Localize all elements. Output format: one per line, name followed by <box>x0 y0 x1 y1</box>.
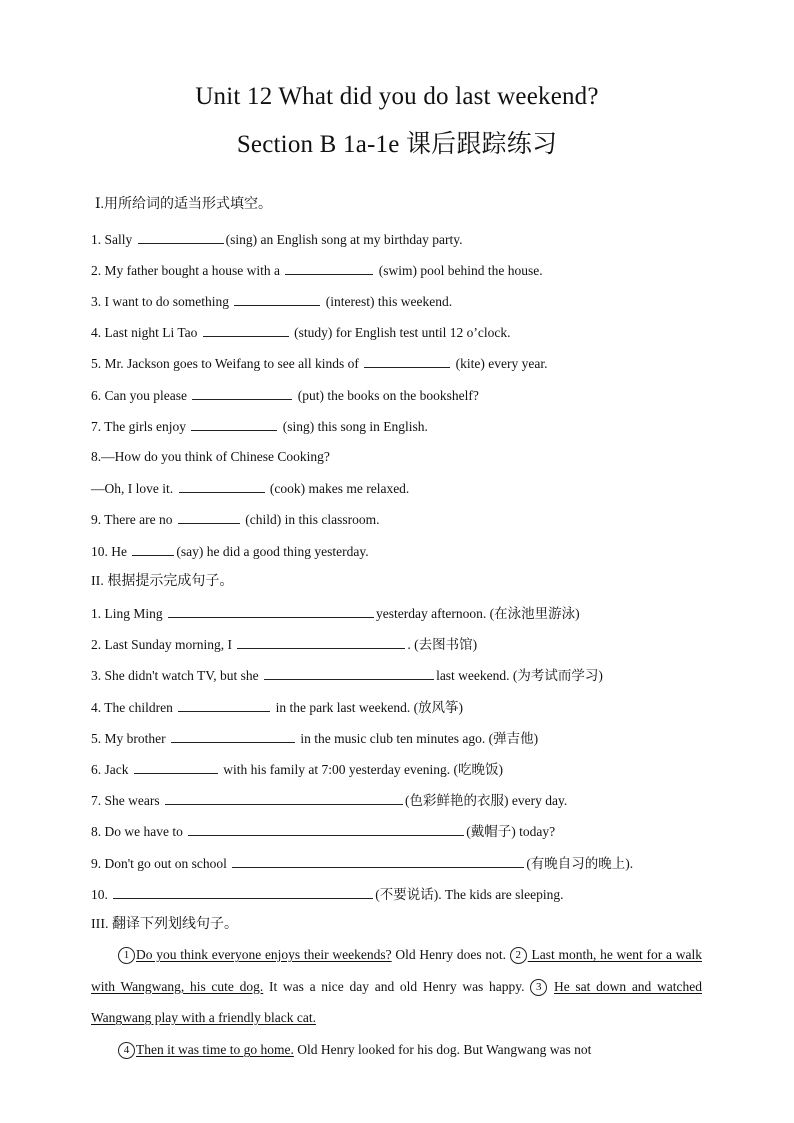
answer-blank[interactable] <box>191 417 277 431</box>
answer-blank[interactable] <box>134 760 218 774</box>
exercise-1-3: 3. I want to do something (interest) this weekend. <box>91 294 453 309</box>
section-1-heading: Ⅰ.用所给词的适当形式填空。 <box>95 197 273 212</box>
exercise-2-1: 1. Ling Ming yesterday afternoon. (在泳池里游泳) <box>91 606 580 621</box>
page-title: Unit 12 What did you do last weekend? <box>195 83 599 110</box>
exercise-1-1: 1. Sally (sing) an English song at my birthday party. <box>91 232 463 247</box>
exercise-2-2: 2. Last Sunday morning, I . (去图书馆) <box>91 637 478 652</box>
exercise-2-4: 4. The children in the park last weekend. (放风筝) <box>91 700 464 715</box>
exercise-2-10: 10. (不要说话). The kids are sleeping. <box>91 887 564 902</box>
answer-blank[interactable] <box>168 604 374 618</box>
exercise-1-4: 4. Last night Li Tao (study) for English test until 12 o’clock. <box>91 325 511 340</box>
answer-blank[interactable] <box>192 386 292 400</box>
exercise-1-6: 6. Can you please (put) the books on the bookshelf? <box>91 388 479 403</box>
exercise-1-7: 7. The girls enjoy (sing) this song in English. <box>91 419 428 434</box>
answer-blank[interactable] <box>179 479 265 493</box>
exercise-2-7: 7. She wears (色彩鲜艳的衣服) every day. <box>91 793 568 808</box>
exercise-1-10: 10. He (say) he did a good thing yesterday. <box>91 544 369 559</box>
answer-blank[interactable] <box>178 510 240 524</box>
exercise-2-6: 6. Jack with his family at 7:00 yesterday evening. (吃晚饭) <box>91 762 503 777</box>
underlined-sentence-3: He sat down and watched Wangwang play with a friendly black cat. <box>91 978 702 1025</box>
circled-number: 3 <box>530 979 547 996</box>
answer-blank[interactable] <box>234 292 320 306</box>
exercise-1-2: 2. My father bought a house with a (swim) pool behind the house. <box>91 263 543 278</box>
exercise-1-5: 5. Mr. Jackson goes to Weifang to see all kinds of (kite) every year. <box>91 356 548 371</box>
exercise-2-8: 8. Do we have to (戴帽子) today? <box>91 824 556 839</box>
answer-blank[interactable] <box>132 542 174 556</box>
translation-paragraph-1: 1 Do you think everyone enjoys their weekends? Old Henry does not. 2 Last month, he went for a walk with Wangwang, his cute dog. It was a nice day and old Henry was happy. 3 He sat down and watched Wangwang play with a friendly black cat. <box>91 947 702 1025</box>
circled-number: 4 <box>118 1042 135 1059</box>
circled-number: 2 <box>510 947 527 964</box>
page-subtitle: Section B 1a-1e 课后跟踪练习 <box>236 131 558 158</box>
answer-blank[interactable] <box>188 822 464 836</box>
section-3-heading: III. 翻译下列划线句子。 <box>91 917 238 932</box>
exercise-2-5: 5. My brother in the music club ten minutes ago. (弹吉他) <box>91 731 539 746</box>
answer-blank[interactable] <box>232 854 524 868</box>
answer-blank[interactable] <box>178 698 270 712</box>
answer-blank[interactable] <box>285 261 373 275</box>
answer-blank[interactable] <box>165 791 403 805</box>
answer-blank[interactable] <box>138 230 224 244</box>
exercise-2-3: 3. She didn't watch TV, but she last weekend. (为考试而学习) <box>91 668 603 683</box>
answer-blank[interactable] <box>203 323 289 337</box>
exercise-1-9: 9. There are no (child) in this classroom. <box>91 512 380 527</box>
circled-number: 1 <box>118 947 135 964</box>
section-2-heading: II. 根据提示完成句子。 <box>91 574 234 589</box>
exercise-1-8: 8.—How do you think of Chinese Cooking? <box>91 449 330 464</box>
answer-blank[interactable] <box>237 635 405 649</box>
underlined-sentence-2: Last month, he went for a walk with Wangwang, his cute dog. <box>91 947 702 994</box>
answer-blank[interactable] <box>113 885 373 899</box>
answer-blank[interactable] <box>364 354 450 368</box>
answer-blank[interactable] <box>171 729 295 743</box>
exercise-2-9: 9. Don't go out on school (有晚自习的晚上). <box>91 856 634 871</box>
underlined-sentence-1: Do you think everyone enjoys their weekends? <box>136 947 392 962</box>
answer-blank[interactable] <box>264 666 434 680</box>
underlined-sentence-4: Then it was time to go home. <box>136 1042 294 1057</box>
exercise-1-8-reply: —Oh, I love it. (cook) makes me relaxed. <box>91 481 410 496</box>
translation-paragraph-2: 4 Then it was time to go home. Old Henry looked for his dog. But Wangwang was not <box>118 1041 738 1059</box>
